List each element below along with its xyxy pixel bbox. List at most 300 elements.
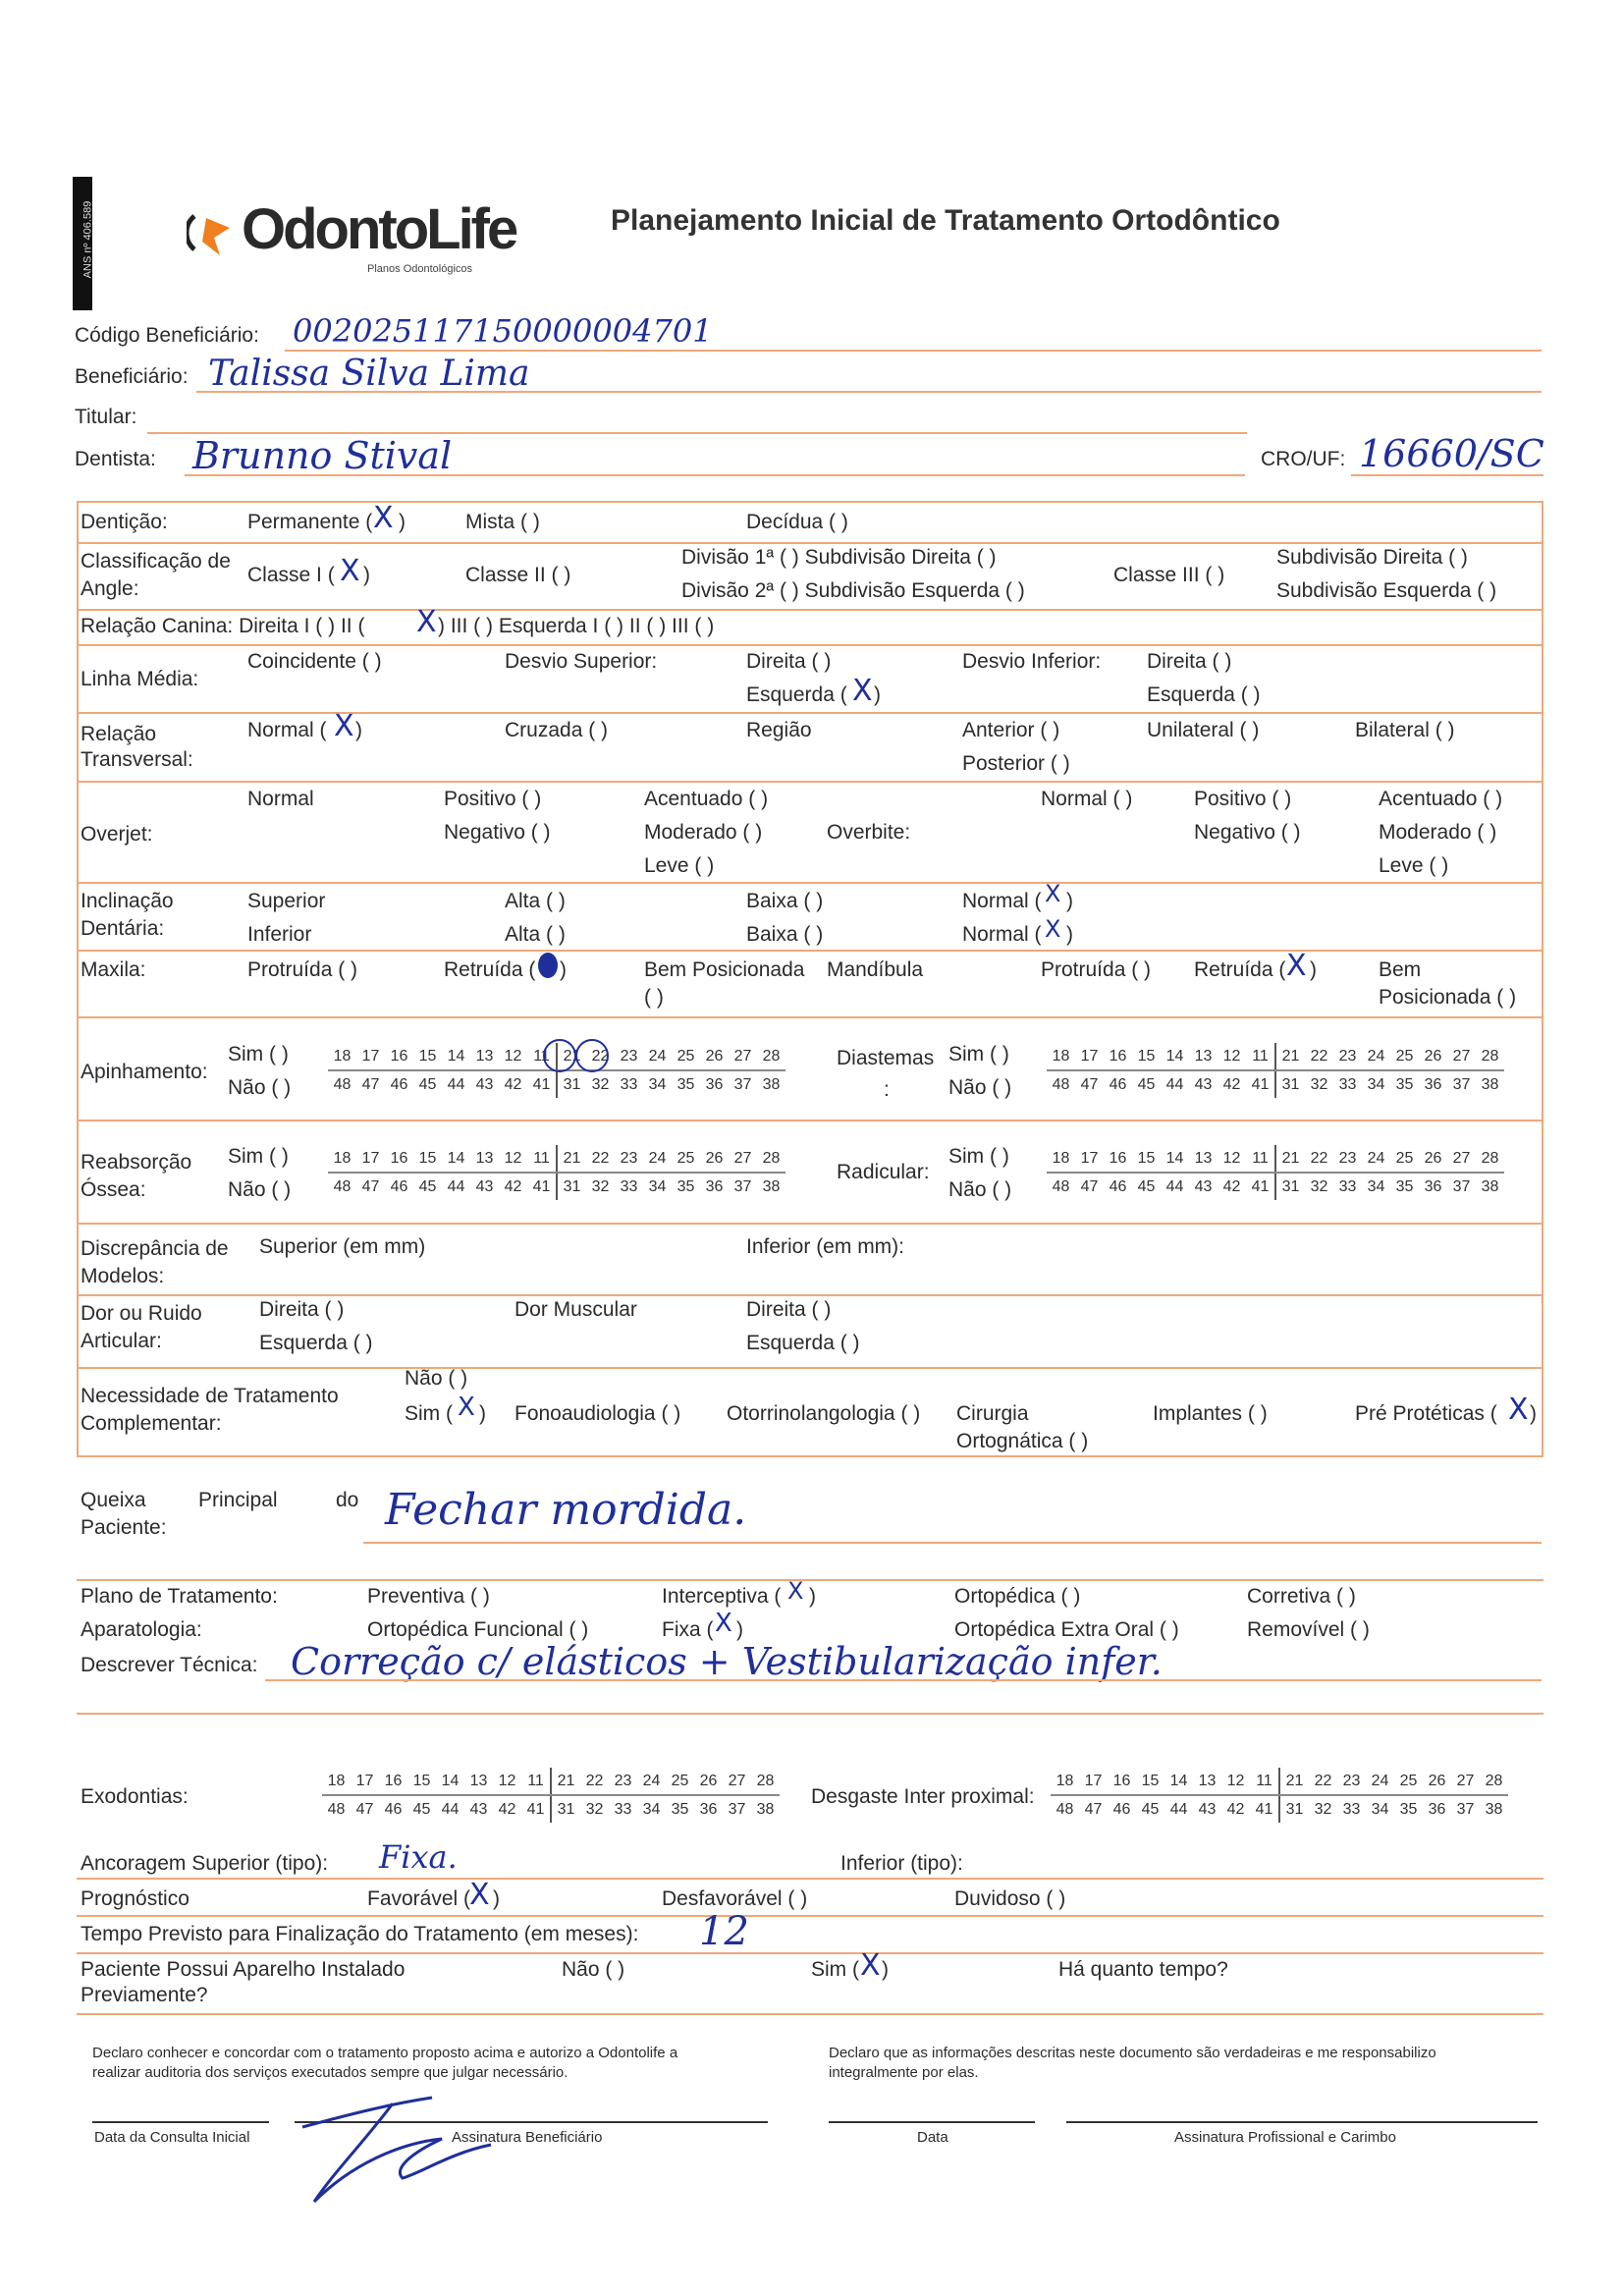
tooth-number[interactable]: 35	[1395, 1075, 1414, 1093]
plano-ortopedica[interactable]: Ortopédica ( )	[954, 1585, 1081, 1608]
tooth-number[interactable]: 27	[733, 1149, 752, 1167]
tooth-number[interactable]: 11	[533, 1047, 550, 1065]
tooth-number[interactable]: 41	[532, 1075, 551, 1093]
tooth-number[interactable]: 31	[563, 1177, 581, 1195]
subdivisao-esquerda[interactable]: Subdivisão Esquerda ( )	[1276, 579, 1497, 602]
overbite-leve[interactable]: Leve ( )	[1379, 854, 1449, 877]
tooth-number[interactable]: 42	[1222, 1075, 1241, 1093]
tooth-number[interactable]: 37	[1452, 1075, 1471, 1093]
tooth-number[interactable]: 21	[1281, 1047, 1300, 1065]
tooth-number[interactable]: 42	[1226, 1800, 1245, 1818]
tooth-number[interactable]: 21	[557, 1772, 575, 1789]
tooth-number[interactable]: 35	[1395, 1177, 1414, 1195]
transversal-unilateral[interactable]: Unilateral ( )	[1147, 719, 1260, 741]
tooth-number[interactable]: 41	[1255, 1800, 1273, 1818]
maxila-bem-posicionada[interactable]: Bem Posicionada	[644, 958, 805, 981]
tooth-number[interactable]: 31	[1281, 1177, 1300, 1195]
denticao-mista[interactable]: Mista ( )	[465, 511, 540, 533]
tooth-number[interactable]: 25	[1395, 1047, 1414, 1065]
cro-value[interactable]: 16660/SC	[1359, 432, 1544, 475]
classe-1[interactable]: Classe I (	[247, 564, 335, 586]
tooth-number[interactable]: 31	[1281, 1075, 1300, 1093]
overjet-leve[interactable]: Leve ( )	[644, 854, 715, 877]
tooth-number[interactable]: 46	[1109, 1177, 1127, 1195]
transversal-anterior[interactable]: Anterior ( )	[962, 719, 1060, 741]
tooth-number[interactable]: 13	[1194, 1047, 1213, 1065]
tooth-number[interactable]: 11	[1252, 1149, 1269, 1167]
tooth-number[interactable]: 38	[1481, 1177, 1499, 1195]
overbite-positivo[interactable]: Positivo ( )	[1194, 788, 1292, 810]
tooth-number[interactable]: 11	[533, 1149, 550, 1167]
tooth-number[interactable]: 17	[1084, 1772, 1103, 1789]
inclinacao-sup-normal[interactable]: Normal (	[962, 890, 1042, 912]
queixa-value[interactable]: Fechar mordida.	[385, 1485, 747, 1535]
tooth-number[interactable]: 16	[390, 1149, 408, 1167]
tooth-number[interactable]: 24	[642, 1772, 661, 1789]
tooth-number[interactable]: 26	[1424, 1047, 1442, 1065]
inclinacao-inf-normal[interactable]: Normal (	[962, 923, 1042, 946]
necessidade-sim[interactable]: Sim (	[405, 1402, 453, 1425]
tooth-number[interactable]: 47	[1080, 1075, 1099, 1093]
tooth-number[interactable]: 44	[1165, 1075, 1184, 1093]
otorrinolaringologia[interactable]: Otorrinolangologia ( )	[727, 1402, 921, 1425]
tooth-number[interactable]: 21	[1281, 1149, 1300, 1167]
desvio-inf-direita[interactable]: Direita ( )	[1147, 650, 1232, 673]
tooth-number[interactable]: 38	[1481, 1075, 1499, 1093]
tooth-number[interactable]: 38	[762, 1075, 781, 1093]
tooth-number[interactable]: 48	[1052, 1075, 1070, 1093]
reabsorcao-sim[interactable]: Sim ( )	[228, 1145, 289, 1168]
tooth-number[interactable]: 36	[705, 1075, 724, 1093]
tooth-number[interactable]: 34	[648, 1075, 667, 1093]
tooth-number[interactable]: 24	[1367, 1047, 1385, 1065]
tooth-number[interactable]: 15	[1137, 1047, 1156, 1065]
tooth-number[interactable]: 47	[361, 1177, 380, 1195]
tooth-number[interactable]: 33	[1342, 1800, 1361, 1818]
pre-proteticas[interactable]: Pré Protéticas (	[1355, 1402, 1497, 1425]
tooth-number[interactable]: 35	[677, 1075, 695, 1093]
radicular-nao[interactable]: Não ( )	[948, 1178, 1012, 1201]
overbite-acentuado[interactable]: Acentuado ( )	[1379, 788, 1503, 810]
tempo-value[interactable]: 12	[699, 1909, 749, 1954]
mandibula-bem[interactable]: Bem	[1379, 958, 1422, 981]
dor-muscular-esquerda[interactable]: Esquerda ( )	[746, 1332, 860, 1354]
tooth-number[interactable]: 24	[648, 1047, 667, 1065]
tooth-number[interactable]: 12	[1226, 1772, 1245, 1789]
plano-preventiva[interactable]: Preventiva ( )	[367, 1585, 490, 1608]
data-consulta-line[interactable]	[92, 2121, 269, 2123]
transversal-normal[interactable]: Normal (	[247, 719, 327, 741]
tooth-number[interactable]: 28	[762, 1149, 781, 1167]
tooth-number[interactable]: 37	[1452, 1177, 1471, 1195]
tooth-number[interactable]: 11	[1256, 1772, 1272, 1789]
tooth-number[interactable]: 43	[469, 1800, 488, 1818]
tooth-number[interactable]: 25	[677, 1047, 695, 1065]
plano-corretiva[interactable]: Corretiva ( )	[1247, 1585, 1356, 1608]
ortopedica-funcional[interactable]: Ortopédica Funcional ( )	[367, 1618, 589, 1641]
tooth-number[interactable]: 48	[333, 1177, 352, 1195]
tooth-number[interactable]: 35	[677, 1177, 695, 1195]
tooth-number[interactable]: 28	[1481, 1047, 1499, 1065]
tooth-number[interactable]: 31	[563, 1075, 581, 1093]
implantes[interactable]: Implantes ( )	[1153, 1402, 1268, 1425]
denticao-permanente[interactable]: Permanente (	[247, 511, 373, 533]
tooth-number[interactable]: 17	[1080, 1047, 1099, 1065]
tooth-number[interactable]: 36	[1424, 1177, 1442, 1195]
tooth-number[interactable]: 33	[614, 1800, 632, 1818]
tooth-number[interactable]: 46	[1109, 1075, 1127, 1093]
overjet-acentuado[interactable]: Acentuado ( )	[644, 788, 769, 810]
tooth-number[interactable]: 15	[418, 1149, 437, 1167]
necessidade-nao[interactable]: Não ( )	[405, 1367, 468, 1390]
tooth-number[interactable]: 28	[756, 1772, 775, 1789]
dor-ruido-direita[interactable]: Direita ( )	[259, 1298, 345, 1321]
diastemas-nao[interactable]: Não ( )	[948, 1076, 1012, 1099]
overjet-normal[interactable]: Normal	[247, 788, 314, 810]
tooth-number[interactable]: 25	[671, 1772, 689, 1789]
tooth-number[interactable]: 48	[1056, 1800, 1074, 1818]
tooth-number[interactable]: 22	[1314, 1772, 1332, 1789]
transversal-regiao: Região	[746, 719, 812, 741]
tooth-number[interactable]: 38	[756, 1800, 775, 1818]
prognostico-favoravel[interactable]: Favorável (	[367, 1887, 471, 1910]
tooth-number[interactable]: 44	[1165, 1177, 1184, 1195]
tooth-number[interactable]: 15	[1141, 1772, 1160, 1789]
tooth-number[interactable]: 12	[1222, 1047, 1241, 1065]
tooth-number[interactable]: 48	[333, 1075, 352, 1093]
tooth-number[interactable]: 23	[1338, 1149, 1357, 1167]
tooth-number[interactable]: 22	[591, 1149, 610, 1167]
desgaste-teeth-grid[interactable]	[1051, 1768, 1508, 1823]
tooth-number[interactable]: 45	[418, 1177, 437, 1195]
tooth-number[interactable]: 34	[1371, 1800, 1389, 1818]
tooth-number[interactable]: 27	[1456, 1772, 1475, 1789]
radicular-teeth-grid[interactable]	[1047, 1145, 1504, 1200]
tooth-number[interactable]: 14	[1169, 1772, 1188, 1789]
tooth-number[interactable]: 25	[677, 1149, 695, 1167]
tooth-number[interactable]: 18	[1052, 1149, 1070, 1167]
tooth-number[interactable]: 46	[384, 1800, 403, 1818]
tooth-number[interactable]: 32	[585, 1800, 604, 1818]
tooth-number[interactable]: 27	[1452, 1047, 1471, 1065]
inclinacao-sup-alta[interactable]: Alta ( )	[505, 890, 566, 912]
tooth-number[interactable]: 13	[475, 1047, 494, 1065]
tooth-number[interactable]: 18	[333, 1149, 352, 1167]
aparatologia-fixa[interactable]: Fixa (	[662, 1618, 714, 1641]
tooth-number[interactable]: 43	[475, 1075, 494, 1093]
tooth-number[interactable]: 18	[327, 1772, 346, 1789]
tooth-number[interactable]: 14	[447, 1047, 465, 1065]
diastemas-sim[interactable]: Sim ( )	[948, 1043, 1009, 1066]
tooth-number[interactable]: 13	[1198, 1772, 1217, 1789]
tempo-label: Tempo Previsto para Finalização do Tratamento (em meses):	[81, 1923, 639, 1945]
dentista-value[interactable]: Brunno Stival	[192, 434, 453, 477]
tooth-number[interactable]: 37	[728, 1800, 746, 1818]
overjet-negativo[interactable]: Negativo ( )	[444, 821, 551, 844]
data-consulta-label: Data da Consulta Inicial	[94, 2129, 250, 2146]
tooth-number[interactable]: 45	[1141, 1800, 1160, 1818]
tooth-number[interactable]: 42	[504, 1075, 522, 1093]
tooth-number[interactable]: 31	[557, 1800, 575, 1818]
tooth-number[interactable]: 42	[1222, 1177, 1241, 1195]
tooth-number[interactable]: 26	[705, 1149, 724, 1167]
tooth-number[interactable]: 36	[1424, 1075, 1442, 1093]
tooth-number[interactable]: 31	[1285, 1800, 1304, 1818]
inclinacao-inf-alta[interactable]: Alta ( )	[505, 923, 566, 946]
tooth-number[interactable]: 18	[1052, 1047, 1070, 1065]
desvio-inf-esquerda[interactable]: Esquerda ( )	[1147, 683, 1261, 706]
overjet-label: Overjet:	[81, 823, 153, 846]
tooth-number[interactable]: 41	[532, 1177, 551, 1195]
tooth-number[interactable]: 25	[1395, 1149, 1414, 1167]
overbite-negativo[interactable]: Negativo ( )	[1194, 821, 1301, 844]
tooth-number[interactable]: 32	[591, 1177, 610, 1195]
divisao-1[interactable]: Divisão 1ª ( ) Subdivisão Direita ( )	[681, 546, 997, 569]
classe-2[interactable]: Classe II ( )	[465, 564, 571, 586]
desvio-superior: Desvio Superior:	[505, 650, 658, 673]
inclinacao-label: Inclinação	[81, 890, 174, 912]
tooth-number[interactable]: 13	[469, 1772, 488, 1789]
inclinacao-inf-baixa[interactable]: Baixa ( )	[746, 923, 824, 946]
tooth-number[interactable]: 18	[1056, 1772, 1074, 1789]
tooth-number[interactable]: 43	[475, 1177, 494, 1195]
dor-muscular-direita[interactable]: Direita ( )	[746, 1298, 832, 1321]
tooth-number[interactable]: 16	[390, 1047, 408, 1065]
aparelho-sim[interactable]: Sim (	[811, 1958, 859, 1981]
dor-ruido-esquerda[interactable]: Esquerda ( )	[259, 1332, 373, 1354]
classe-3[interactable]: Classe III ( )	[1113, 564, 1225, 586]
tooth-number[interactable]: 23	[620, 1149, 638, 1167]
profissional-signature-line[interactable]	[1066, 2121, 1538, 2123]
tooth-number[interactable]: 23	[1342, 1772, 1361, 1789]
tooth-number[interactable]: 38	[762, 1177, 781, 1195]
tooth-number[interactable]: 42	[504, 1177, 522, 1195]
overjet-positivo[interactable]: Positivo ( )	[444, 788, 542, 810]
apinhamento-sim[interactable]: Sim ( )	[228, 1043, 289, 1066]
overbite-moderado[interactable]: Moderado ( )	[1379, 821, 1497, 844]
tooth-number[interactable]: 34	[642, 1800, 661, 1818]
tooth-number[interactable]: 15	[418, 1047, 437, 1065]
tooth-number[interactable]: 33	[1338, 1177, 1357, 1195]
tooth-number[interactable]: 27	[728, 1772, 746, 1789]
plano-interceptiva[interactable]: Interceptiva (	[662, 1585, 782, 1608]
tooth-number[interactable]: 44	[447, 1075, 465, 1093]
tooth-number[interactable]: 14	[1165, 1149, 1184, 1167]
tooth-number[interactable]: 28	[1481, 1149, 1499, 1167]
tooth-number[interactable]: 17	[361, 1047, 380, 1065]
ancoragem-inferior[interactable]: Inferior (tipo):	[840, 1852, 963, 1875]
tooth-number[interactable]: 35	[671, 1800, 689, 1818]
tooth-number[interactable]: 41	[1251, 1177, 1270, 1195]
tooth-number[interactable]: 18	[333, 1047, 352, 1065]
tooth-number[interactable]: 44	[1169, 1800, 1188, 1818]
prognostico-label: Prognóstico	[81, 1887, 189, 1910]
tooth-number[interactable]: 37	[733, 1075, 752, 1093]
maxila-retruida[interactable]: Retruída (	[444, 958, 536, 981]
tooth-number[interactable]: 46	[390, 1075, 408, 1093]
data-line[interactable]	[829, 2121, 1035, 2123]
maxila-protruida[interactable]: Protruída ( )	[247, 958, 358, 981]
tooth-number[interactable]: 46	[1112, 1800, 1131, 1818]
denticao-decidua[interactable]: Decídua ( )	[746, 511, 848, 533]
tooth-number[interactable]: 36	[1428, 1800, 1446, 1818]
tooth-number[interactable]: 13	[475, 1149, 494, 1167]
tooth-number[interactable]: 43	[1194, 1075, 1213, 1093]
overjet-moderado[interactable]: Moderado ( )	[644, 821, 763, 844]
tooth-number[interactable]: 23	[614, 1772, 632, 1789]
beneficiario-value[interactable]: Talissa Silva Lima	[208, 354, 530, 394]
tooth-number[interactable]: 15	[1137, 1149, 1156, 1167]
tooth-number[interactable]: 46	[390, 1177, 408, 1195]
tooth-number[interactable]: 44	[447, 1177, 465, 1195]
prognostico-duvidoso[interactable]: Duvidoso ( )	[954, 1887, 1066, 1910]
tooth-number[interactable]: 12	[504, 1047, 522, 1065]
apinhamento-nao[interactable]: Não ( )	[228, 1076, 292, 1099]
tooth-number[interactable]: 42	[498, 1800, 516, 1818]
tooth-number[interactable]: 21	[563, 1047, 581, 1065]
tooth-number[interactable]: 17	[361, 1149, 380, 1167]
transversal-posterior[interactable]: Posterior ( )	[962, 752, 1070, 775]
aparatologia-removivel[interactable]: Removível ( )	[1247, 1618, 1370, 1641]
tooth-number[interactable]: 16	[1109, 1149, 1127, 1167]
tooth-number[interactable]: 23	[1338, 1047, 1357, 1065]
tooth-number[interactable]: 47	[1080, 1177, 1099, 1195]
tooth-number[interactable]: 33	[620, 1177, 638, 1195]
tooth-number[interactable]: 32	[1314, 1800, 1332, 1818]
mandibula-protruida[interactable]: Protruída ( )	[1041, 958, 1152, 981]
data-label: Data	[917, 2129, 948, 2146]
transversal-cruzada[interactable]: Cruzada ( )	[505, 719, 609, 741]
codigo-value[interactable]: 002025117150000004701	[293, 312, 713, 350]
cirurgia-ortognatica[interactable]: Cirurgia	[956, 1402, 1029, 1425]
tooth-number[interactable]: 45	[412, 1800, 431, 1818]
tooth-number[interactable]: 43	[1194, 1177, 1213, 1195]
tooth-number[interactable]: 22	[591, 1047, 610, 1065]
tooth-number[interactable]: 48	[327, 1800, 346, 1818]
coincidente[interactable]: Coincidente ( )	[247, 650, 382, 673]
tooth-number[interactable]: 28	[762, 1047, 781, 1065]
tooth-number[interactable]: 14	[441, 1772, 460, 1789]
tooth-number[interactable]: 35	[1399, 1800, 1418, 1818]
tooth-number[interactable]: 23	[620, 1047, 638, 1065]
tooth-number[interactable]: 13	[1194, 1149, 1213, 1167]
ortopedica-extra-oral[interactable]: Ortopédica Extra Oral ( )	[954, 1618, 1179, 1641]
tooth-number[interactable]: 48	[1052, 1177, 1070, 1195]
tooth-number[interactable]: 34	[1367, 1177, 1385, 1195]
tooth-number[interactable]: 14	[1165, 1047, 1184, 1065]
tooth-number[interactable]: 26	[1428, 1772, 1446, 1789]
reabsorcao-teeth-grid[interactable]	[328, 1145, 785, 1200]
subdivisao-direita[interactable]: Subdivisão Direita ( )	[1276, 546, 1468, 569]
tooth-number[interactable]: 14	[447, 1149, 465, 1167]
tooth-number[interactable]: 36	[699, 1800, 718, 1818]
exodontias-teeth-grid[interactable]	[322, 1768, 780, 1823]
tooth-number[interactable]: 17	[1080, 1149, 1099, 1167]
tooth-number[interactable]: 32	[591, 1075, 610, 1093]
tooth-number[interactable]: 15	[412, 1772, 431, 1789]
tooth-number[interactable]: 11	[527, 1772, 544, 1789]
desvio-sup-direita[interactable]: Direita ( )	[746, 650, 832, 673]
tooth-number[interactable]: 45	[1137, 1075, 1156, 1093]
tooth-number[interactable]: 47	[1084, 1800, 1103, 1818]
inclinacao-sup-baixa[interactable]: Baixa ( )	[746, 890, 824, 912]
ancoragem-value[interactable]: Fixa.	[379, 1838, 458, 1876]
tooth-number[interactable]: 32	[1310, 1075, 1328, 1093]
aparelho-nao[interactable]: Não ( )	[562, 1958, 625, 1981]
tooth-number[interactable]: 26	[1424, 1149, 1442, 1167]
divisao-2[interactable]: Divisão 2ª ( ) Subdivisão Esquerda ( )	[681, 579, 1025, 602]
tooth-number[interactable]: 47	[355, 1800, 374, 1818]
tooth-number[interactable]: 16	[1109, 1047, 1127, 1065]
aparelho-quanto-tempo[interactable]: Há quanto tempo?	[1058, 1958, 1228, 1981]
tooth-number[interactable]: 44	[441, 1800, 460, 1818]
tecnica-value[interactable]: Correção c/ elásticos + Vestibularização infer.	[291, 1640, 1163, 1683]
beneficiario-label: Beneficiário:	[75, 365, 189, 388]
tooth-number[interactable]: 47	[361, 1075, 380, 1093]
tooth-number[interactable]: 16	[1112, 1772, 1131, 1789]
tooth-number[interactable]: 24	[1367, 1149, 1385, 1167]
tooth-number[interactable]: 12	[1222, 1149, 1241, 1167]
tooth-number[interactable]: 33	[620, 1075, 638, 1093]
tooth-number[interactable]: 26	[705, 1047, 724, 1065]
tooth-number[interactable]: 25	[1399, 1772, 1418, 1789]
tooth-number[interactable]: 45	[1137, 1177, 1156, 1195]
tooth-number[interactable]: 11	[1252, 1047, 1269, 1065]
tooth-number[interactable]: 12	[504, 1149, 522, 1167]
tooth-number[interactable]: 24	[648, 1149, 667, 1167]
tooth-number[interactable]: 21	[563, 1149, 581, 1167]
prognostico-desfavoravel[interactable]: Desfavorável ( )	[662, 1887, 808, 1910]
tooth-number[interactable]: 24	[1371, 1772, 1389, 1789]
radicular-sim[interactable]: Sim ( )	[948, 1145, 1009, 1168]
tooth-number[interactable]: 26	[699, 1772, 718, 1789]
mandibula-retruida[interactable]: Retruída (	[1194, 958, 1286, 981]
overbite-normal[interactable]: Normal ( )	[1041, 788, 1133, 810]
tooth-number[interactable]: 17	[355, 1772, 374, 1789]
tooth-number[interactable]: 45	[418, 1075, 437, 1093]
tooth-number[interactable]: 22	[1310, 1149, 1328, 1167]
diastemas-teeth-grid[interactable]	[1047, 1043, 1504, 1098]
tooth-number[interactable]: 27	[1452, 1149, 1471, 1167]
transversal-bilateral[interactable]: Bilateral ( )	[1355, 719, 1455, 741]
tooth-number[interactable]: 21	[1285, 1772, 1304, 1789]
tooth-number[interactable]: 16	[384, 1772, 403, 1789]
fonoaudiologia[interactable]: Fonoaudiologia ( )	[514, 1402, 681, 1425]
tooth-number[interactable]: 34	[648, 1177, 667, 1195]
tooth-number[interactable]: 33	[1338, 1075, 1357, 1093]
tooth-number[interactable]: 22	[1310, 1047, 1328, 1065]
tooth-number[interactable]: 22	[585, 1772, 604, 1789]
discrepancia-inferior[interactable]: Inferior (em mm):	[746, 1235, 905, 1258]
reabsorcao-nao[interactable]: Não ( )	[228, 1178, 292, 1201]
tooth-number[interactable]: 27	[733, 1047, 752, 1065]
tooth-number[interactable]: 32	[1310, 1177, 1328, 1195]
tooth-number[interactable]: 37	[733, 1177, 752, 1195]
tooth-number[interactable]: 36	[705, 1177, 724, 1195]
tooth-number[interactable]: 34	[1367, 1075, 1385, 1093]
desvio-sup-esquerda[interactable]: Esquerda (	[746, 683, 847, 706]
discrepancia-superior[interactable]: Superior (em mm)	[259, 1235, 426, 1258]
tooth-number[interactable]: 12	[498, 1772, 516, 1789]
profissional-signature-label: Assinatura Profissional e Carimbo	[1174, 2129, 1396, 2146]
tooth-number[interactable]: 41	[526, 1800, 545, 1818]
inclinacao-superior: Superior	[247, 890, 326, 912]
tooth-number[interactable]: 37	[1456, 1800, 1475, 1818]
tooth-number[interactable]: 41	[1251, 1075, 1270, 1093]
tooth-number[interactable]: 43	[1198, 1800, 1217, 1818]
tooth-number[interactable]: 28	[1485, 1772, 1503, 1789]
tooth-number[interactable]: 38	[1485, 1800, 1503, 1818]
